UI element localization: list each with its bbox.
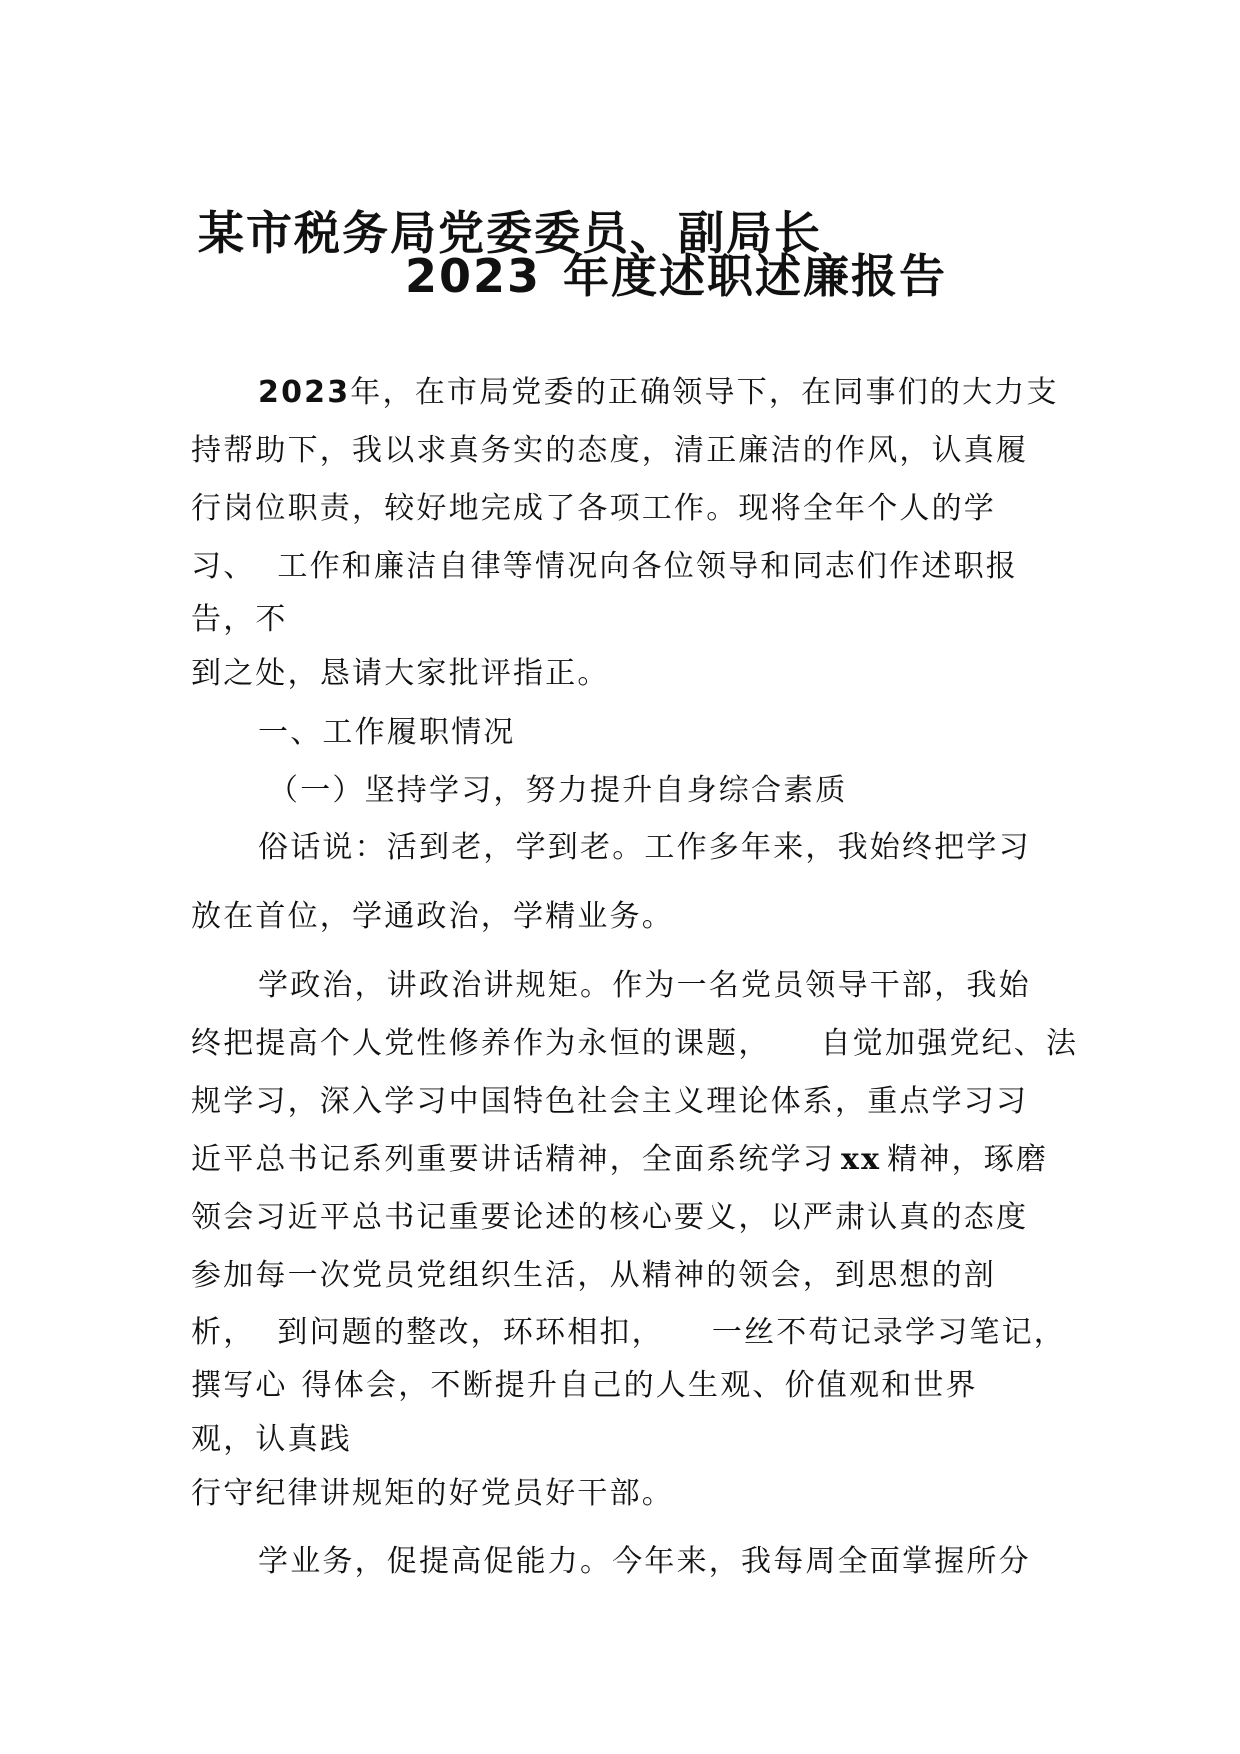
title-line-1: 某市税务局党委委员、副局长 bbox=[198, 206, 822, 260]
paragraph-line: 告，不 bbox=[191, 602, 288, 637]
paragraph-line: 放在首位，学通政治，学精业务。 bbox=[191, 899, 674, 934]
title-line-2 bbox=[405, 248, 947, 304]
title-rest: 年度述职述廉报告 bbox=[563, 249, 948, 303]
paragraph-line: 学业务，促提高促能力。今年来，我每周全面掌握所分 bbox=[258, 1544, 1031, 1579]
paragraph-line: 行守纪律讲规矩的好党员好干部。 bbox=[191, 1476, 674, 1511]
paragraph-line: 撰写心 得体会，不断提升自己的人生观、价值观和世界 bbox=[191, 1368, 978, 1403]
year-text: 2023 bbox=[258, 375, 351, 410]
title-year: 2023 bbox=[405, 249, 542, 303]
section-heading: 一、工作履职情况 bbox=[258, 715, 516, 750]
paragraph-line: 持帮助下，我以求真务实的态度，清正廉洁的作风，认真履 bbox=[191, 433, 1029, 468]
paragraph-line: 近平总书记系列重要讲话精神，全面系统学习 xx 精神，琢磨 bbox=[191, 1142, 1049, 1177]
paragraph-line: 俗话说：活到老，学到老。工作多年来，我始终把学习 bbox=[258, 830, 1031, 865]
paragraph-line: 习、 工作和廉洁自律等情况向各位领导和同志们作述职报 bbox=[191, 549, 1019, 584]
paragraph-line: 终把提高个人党性修养作为永恒的课题， 自觉加强党纪、法 bbox=[191, 1026, 1079, 1061]
paragraph-line: 观，认真践 bbox=[191, 1422, 352, 1457]
paragraph-line: 参加每一次党员党组织生活，从精神的领会，到思想的剖 bbox=[191, 1258, 996, 1293]
paragraph-line: 领会习近平总书记重要论述的核心要义，以严肃认真的态度 bbox=[191, 1200, 1029, 1235]
xx-placeholder: xx bbox=[841, 1142, 882, 1177]
paragraph-line: 规学习，深入学习中国特色社会主义理论体系，重点学习习 bbox=[191, 1084, 1029, 1119]
paragraph-line: 2023年，在市局党委的正确领导下，在同事们的大力支 bbox=[258, 375, 1059, 410]
paragraph-line: 学政治，讲政治讲规矩。作为一名党员领导干部，我始 bbox=[258, 968, 1031, 1003]
paragraph-line: 行岗位职责，较好地完成了各项工作。现将全年个人的学 bbox=[191, 491, 996, 526]
subsection-heading: （一）坚持学习，努力提升自身综合素质 bbox=[268, 773, 848, 808]
paragraph-line: 析， 到问题的整改，环环相扣， 一丝不苟记录学习笔记， bbox=[191, 1315, 1067, 1350]
paragraph-line: 到之处，恳请大家批评指正。 bbox=[191, 656, 610, 691]
